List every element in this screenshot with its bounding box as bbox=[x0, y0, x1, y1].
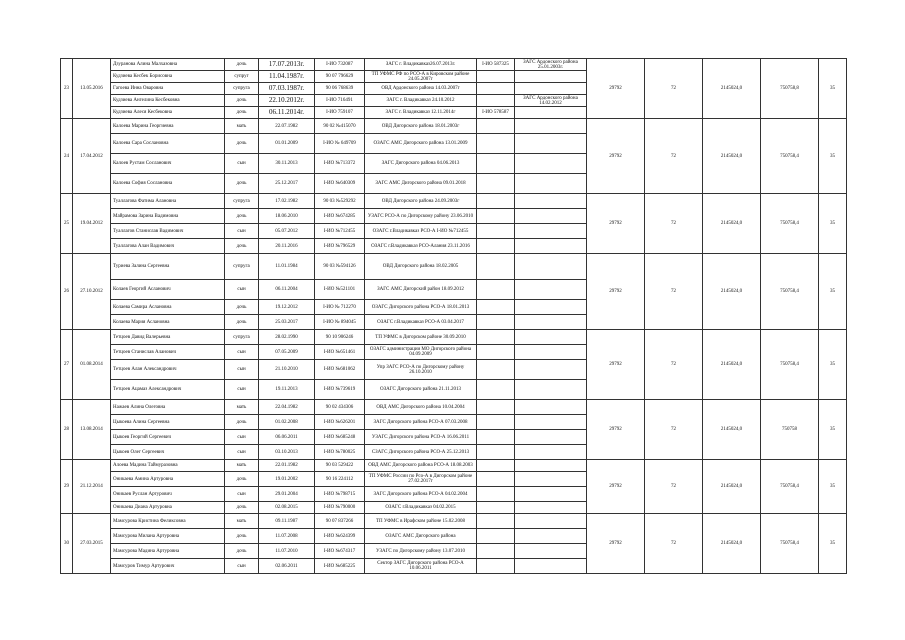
birth-date-cell: 28.02.1990 bbox=[259, 330, 315, 345]
relation-cell: дочь bbox=[225, 502, 259, 514]
extra-issuer-cell bbox=[515, 502, 587, 514]
full-name-cell: Цыкоева Алина Сергеевна bbox=[111, 415, 225, 430]
birth-date-cell: 06.11.2014г. bbox=[259, 107, 315, 119]
total-value-cell: 750758,4 bbox=[761, 194, 819, 254]
norm-value-cell: 72 bbox=[645, 254, 703, 330]
document-number-cell: I-ИО № 712270 bbox=[315, 300, 365, 315]
extra-issuer-cell bbox=[515, 174, 587, 194]
birth-date-cell: 20.11.2016 bbox=[259, 239, 315, 254]
extra-document-cell bbox=[477, 415, 515, 430]
relation-cell: дочь bbox=[225, 239, 259, 254]
extra-issuer-cell bbox=[515, 360, 587, 380]
document-number-cell: I-ИО 759107 bbox=[315, 107, 365, 119]
registration-date-cell: 13.05.2016 bbox=[73, 59, 111, 119]
document-number-cell: 90 07 837266 bbox=[315, 514, 365, 529]
birth-date-cell: 22.10.2012г. bbox=[259, 95, 315, 107]
extra-document-cell bbox=[477, 154, 515, 174]
relation-cell: дочь bbox=[225, 529, 259, 544]
relation-cell: дочь bbox=[225, 134, 259, 154]
registration-date-cell: 21.12.2014 bbox=[73, 460, 111, 514]
extra-issuer-cell bbox=[515, 487, 587, 502]
document-number-cell: I-ИО №685248 bbox=[315, 430, 365, 445]
document-number-cell: I-ИО №790000 bbox=[315, 502, 365, 514]
full-name-cell: Мамсуров Тимур Артурович bbox=[111, 559, 225, 574]
document-number-cell: 90 03 529422 bbox=[315, 460, 365, 472]
full-name-cell: Цыкоев Георгий Сергеевич bbox=[111, 430, 225, 445]
table-row bbox=[61, 330, 847, 345]
relation-cell: дочь bbox=[225, 107, 259, 119]
issued-by-cell: ОЗАГС администрации МО Дигорского района 04.09.2009 bbox=[365, 345, 477, 360]
relation-cell: дочь bbox=[225, 174, 259, 194]
total-value-cell: 750758 bbox=[761, 400, 819, 460]
full-name-cell: Кудзиева Алеся Кесбековна bbox=[111, 107, 225, 119]
norm-value-cell: 72 bbox=[645, 59, 703, 119]
extra-document-cell bbox=[477, 330, 515, 345]
table-row bbox=[61, 400, 847, 415]
issued-by-cell: ОВД Дигорского района 18.02.2005 bbox=[365, 254, 477, 280]
full-name-cell: Калоева Марина Георгиевна bbox=[111, 119, 225, 134]
birth-date-cell: 22.01.1982 bbox=[259, 460, 315, 472]
document-number-cell: 90 02 434306 bbox=[315, 400, 365, 415]
birth-date-cell: 11.01.1984 bbox=[259, 254, 315, 280]
issued-by-cell: ТП УФМС России по Рсо-А в Дигорском районе 27.02.2017г bbox=[365, 472, 477, 487]
extra-document-cell bbox=[477, 487, 515, 502]
issued-by-cell: ОЗАГС АМС Дигорского района bbox=[365, 529, 477, 544]
issued-by-cell: ОВД Дигорского района 24.09.2003г bbox=[365, 194, 477, 209]
registration-date-cell: 27.03.2015 bbox=[73, 514, 111, 574]
area-value-cell: 29792 bbox=[587, 59, 645, 119]
relation-cell: сын bbox=[225, 280, 259, 300]
area-value-cell: 29792 bbox=[587, 194, 645, 254]
relation-cell: дочь bbox=[225, 472, 259, 487]
total-value-cell: 750758,4 bbox=[761, 330, 819, 400]
document-number-cell: I-ИО №521101 bbox=[315, 280, 365, 300]
norm-value-cell: 72 bbox=[645, 460, 703, 514]
issued-by-cell: ЗАГС Дигорского района РСО-А 07.03.2008 bbox=[365, 415, 477, 430]
extra-document-cell bbox=[477, 119, 515, 134]
extra-document-cell bbox=[477, 71, 515, 83]
sum-value-cell: 2145024,0 bbox=[703, 194, 761, 254]
birth-date-cell: 03.10.2013 bbox=[259, 445, 315, 460]
issued-by-cell: ТП УФМС в Ирафском районе 15.02.2008 bbox=[365, 514, 477, 529]
count-value-cell: 35 bbox=[819, 194, 847, 254]
extra-document-cell bbox=[477, 380, 515, 400]
row-number-cell: 28 bbox=[61, 400, 73, 460]
extra-issuer-cell bbox=[515, 330, 587, 345]
full-name-cell: Гагоева Инна Оваровна bbox=[111, 83, 225, 95]
relation-cell: мать bbox=[225, 514, 259, 529]
issued-by-cell: УЗАГС по Дигорскому району 13.07.2010 bbox=[365, 544, 477, 559]
extra-issuer-cell bbox=[515, 254, 587, 280]
extra-document-cell bbox=[477, 280, 515, 300]
total-value-cell: 750758,8 bbox=[761, 59, 819, 119]
birth-date-cell: 11.07.2008 bbox=[259, 529, 315, 544]
full-name-cell: Колаева Мария Аслановна bbox=[111, 315, 225, 330]
relation-cell: супруга bbox=[225, 83, 259, 95]
extra-issuer-cell bbox=[515, 194, 587, 209]
relation-cell: супруга bbox=[225, 254, 259, 280]
relation-cell: дочь bbox=[225, 59, 259, 71]
full-name-cell: Калоев Рустам Сосланович bbox=[111, 154, 225, 174]
relation-cell: сын bbox=[225, 154, 259, 174]
extra-issuer-cell bbox=[515, 460, 587, 472]
issued-by-cell: ОЗАГС г.Владикавказ 04.02.2015 bbox=[365, 502, 477, 514]
issued-by-cell: ОЗАГС г.Владикавказ РСО-Алания 23.11.2016 bbox=[365, 239, 477, 254]
full-name-cell: Мамсурова Мадина Артуровна bbox=[111, 544, 225, 559]
count-value-cell: 35 bbox=[819, 400, 847, 460]
extra-issuer-cell bbox=[515, 209, 587, 224]
birth-date-cell: 19.12.2012 bbox=[259, 300, 315, 315]
extra-issuer-cell bbox=[515, 529, 587, 544]
issued-by-cell: Упр ЗАГС РСО-А по Дигорскому району 26.10.2010 bbox=[365, 360, 477, 380]
extra-issuer-cell bbox=[515, 380, 587, 400]
row-number-cell: 24 bbox=[61, 119, 73, 194]
extra-document-cell bbox=[477, 174, 515, 194]
full-name-cell: Мамсурова Кристина Феликсовна bbox=[111, 514, 225, 529]
issued-by-cell: ОВД АМС Дигорского района 10.04.2004 bbox=[365, 400, 477, 415]
issued-by-cell: ТП УФМС РФ по РСО-А в Кировском районе 24.05.2007г bbox=[365, 71, 477, 83]
row-number-cell: 26 bbox=[61, 254, 73, 330]
full-name-cell: Мамсурова Милана Артуровна bbox=[111, 529, 225, 544]
birth-date-cell: 01.02.2008 bbox=[259, 415, 315, 430]
birth-date-cell: 06.11.2004 bbox=[259, 280, 315, 300]
sum-value-cell: 2145024,0 bbox=[703, 119, 761, 194]
birth-date-cell: 17.02.1982 bbox=[259, 194, 315, 209]
registration-date-cell: 01.08.2014 bbox=[73, 330, 111, 400]
issued-by-cell: ЗАГС АМС Дигорский район 18.09.2012 bbox=[365, 280, 477, 300]
extra-document-cell bbox=[477, 95, 515, 107]
extra-document-cell: I-ИО 578587 bbox=[477, 107, 515, 119]
total-value-cell: 750758,4 bbox=[761, 254, 819, 330]
document-number-cell: I-ИО №681062 bbox=[315, 360, 365, 380]
count-value-cell: 35 bbox=[819, 514, 847, 574]
full-name-cell: Кудзиева Ангелина Кесбековна bbox=[111, 95, 225, 107]
document-number-cell: 90 07 796629 bbox=[315, 71, 365, 83]
document-number-cell: I-ИО № 649709 bbox=[315, 134, 365, 154]
issued-by-cell: УЗАГС Дигорского района РСО-А 16.06.2011 bbox=[365, 430, 477, 445]
extra-document-cell bbox=[477, 315, 515, 330]
extra-issuer-cell bbox=[515, 430, 587, 445]
document-number-cell: 90 02 №415070 bbox=[315, 119, 365, 134]
count-value-cell: 35 bbox=[819, 119, 847, 194]
document-number-cell: I-ИО №674317 bbox=[315, 544, 365, 559]
extra-document-cell bbox=[477, 460, 515, 472]
table-row bbox=[61, 460, 847, 472]
full-name-cell: Тетцоев Алан Александрович bbox=[111, 360, 225, 380]
full-name-cell: Туаллагова Фатима Алановна bbox=[111, 194, 225, 209]
full-name-cell: Кудзиева Кесбек Борисовна bbox=[111, 71, 225, 83]
relation-cell: дочь bbox=[225, 315, 259, 330]
document-number-cell: 90 06 768639 bbox=[315, 83, 365, 95]
full-name-cell: Нажаев Алина Олеговна bbox=[111, 400, 225, 415]
birth-date-cell: 25.03.2017 bbox=[259, 315, 315, 330]
document-number-cell: I-ИО №626201 bbox=[315, 415, 365, 430]
issued-by-cell: ТП УФМС в Дигорском районе 30.09.2010 bbox=[365, 330, 477, 345]
relation-cell: дочь bbox=[225, 95, 259, 107]
full-name-cell: Колаева Самира Аслановна bbox=[111, 300, 225, 315]
sum-value-cell: 2145024,0 bbox=[703, 330, 761, 400]
area-value-cell: 29792 bbox=[587, 119, 645, 194]
row-number-cell: 29 bbox=[61, 460, 73, 514]
extra-issuer-cell bbox=[515, 71, 587, 83]
extra-issuer-cell bbox=[515, 224, 587, 239]
family-register-table bbox=[60, 58, 847, 574]
relation-cell: сын bbox=[225, 445, 259, 460]
extra-issuer-cell bbox=[515, 345, 587, 360]
relation-cell: мать bbox=[225, 400, 259, 415]
full-name-cell: Калоева София Сослановна bbox=[111, 174, 225, 194]
document-number-cell: I-ИО №624399 bbox=[315, 529, 365, 544]
birth-date-cell: 09.11.1987 bbox=[259, 514, 315, 529]
document-number-cell: I-ИО №713372 bbox=[315, 154, 365, 174]
area-value-cell: 29792 bbox=[587, 460, 645, 514]
extra-issuer-cell bbox=[515, 280, 587, 300]
document-number-cell: I-ИО №640309 bbox=[315, 174, 365, 194]
issued-by-cell: ОВД Ардонского района 14.03.2007г bbox=[365, 83, 477, 95]
row-number-cell: 25 bbox=[61, 194, 73, 254]
area-value-cell: 29792 bbox=[587, 514, 645, 574]
full-name-cell: Майрамова Зарина Вадимовна bbox=[111, 209, 225, 224]
norm-value-cell: 72 bbox=[645, 119, 703, 194]
relation-cell: мать bbox=[225, 119, 259, 134]
norm-value-cell: 72 bbox=[645, 194, 703, 254]
document-number-cell: I-ИО 732087 bbox=[315, 59, 365, 71]
document-number-cell: I-ИО №712455 bbox=[315, 224, 365, 239]
issued-by-cell: ЗАГС г. Владикавказ 24.10.2012 bbox=[365, 95, 477, 107]
extra-issuer-cell bbox=[515, 239, 587, 254]
birth-date-cell: 22.04.1982 bbox=[259, 400, 315, 415]
issued-by-cell: ОЗАГС АМС Дигорского района 13.01.2009 bbox=[365, 134, 477, 154]
area-value-cell: 29792 bbox=[587, 254, 645, 330]
relation-cell: дочь bbox=[225, 300, 259, 315]
document-number-cell: I-ИО №674285 bbox=[315, 209, 365, 224]
issued-by-cell: ОЗАГС Дигорского района РСО-А 18.01.2013 bbox=[365, 300, 477, 315]
birth-date-cell: 17.07.2013г. bbox=[259, 59, 315, 71]
document-number-cell: 90 03 №594126 bbox=[315, 254, 365, 280]
full-name-cell: Тетцоев Давид Валерьевна bbox=[111, 330, 225, 345]
table-row bbox=[61, 514, 847, 529]
document-number-cell: I-ИО №651461 bbox=[315, 345, 365, 360]
relation-cell: сын bbox=[225, 559, 259, 574]
birth-date-cell: 21.10.2010 bbox=[259, 360, 315, 380]
table-row bbox=[61, 194, 847, 209]
birth-date-cell: 07.05.2009 bbox=[259, 345, 315, 360]
full-name-cell: Алоева Мадина Таймуразовна bbox=[111, 460, 225, 472]
registration-date-cell: 17.04.2012 bbox=[73, 119, 111, 194]
extra-document-cell bbox=[477, 400, 515, 415]
table-row bbox=[61, 254, 847, 280]
document-number-cell: I-ИО № 894045 bbox=[315, 315, 365, 330]
extra-document-cell bbox=[477, 430, 515, 445]
extra-issuer-cell bbox=[515, 514, 587, 529]
relation-cell: супруг bbox=[225, 71, 259, 83]
extra-document-cell bbox=[477, 502, 515, 514]
issued-by-cell: ОВД АМС Дигорского района РСО-А 18.08.2003 bbox=[365, 460, 477, 472]
registration-date-cell: 27.10.2012 bbox=[73, 254, 111, 330]
issued-by-cell: ЗАГС г. Владикавказ 12.11.2014г bbox=[365, 107, 477, 119]
birth-date-cell: 11.07.2010 bbox=[259, 544, 315, 559]
issued-by-cell: ЗАГС г. Владикавказ26.07.2013г. bbox=[365, 59, 477, 71]
total-value-cell: 750758,4 bbox=[761, 460, 819, 514]
document-number-cell: 90 10 906246 bbox=[315, 330, 365, 345]
extra-issuer-cell: ЗАГС Ардонского района 25.01.2003г. bbox=[515, 59, 587, 71]
extra-document-cell bbox=[477, 360, 515, 380]
full-name-cell: Туриева Залина Сергеевна bbox=[111, 254, 225, 280]
issued-by-cell: Сектор ЗАГС Дигорского района РСО-А 10.06.2011 bbox=[365, 559, 477, 574]
area-value-cell: 29792 bbox=[587, 400, 645, 460]
count-value-cell: 35 bbox=[819, 460, 847, 514]
extra-document-cell bbox=[477, 445, 515, 460]
birth-date-cell: 30.11.2013 bbox=[259, 154, 315, 174]
extra-issuer-cell bbox=[515, 472, 587, 487]
relation-cell: сын bbox=[225, 224, 259, 239]
relation-cell: супруга bbox=[225, 330, 259, 345]
full-name-cell: Туаллагов Станислав Вадимович bbox=[111, 224, 225, 239]
extra-issuer-cell bbox=[515, 83, 587, 95]
full-name-cell: Оникаев Руслан Артурович bbox=[111, 487, 225, 502]
table-row bbox=[61, 59, 847, 71]
document-number-cell: I-ИО №798715 bbox=[315, 487, 365, 502]
extra-document-cell bbox=[477, 559, 515, 574]
issued-by-cell: ЗАГС Дигорского района РСО-А 04.02.2004 bbox=[365, 487, 477, 502]
issued-by-cell: УЗАГС РСО-А по Дигорскому району 23.06.2010 bbox=[365, 209, 477, 224]
issued-by-cell: ОЗАГС г.Владикавказ РСО-А I-ИО №712455 bbox=[365, 224, 477, 239]
relation-cell: супруга bbox=[225, 194, 259, 209]
relation-cell: сын bbox=[225, 380, 259, 400]
extra-issuer-cell: ЗАГС Ардонского района 14.02.2012 bbox=[515, 95, 587, 107]
extra-document-cell bbox=[477, 300, 515, 315]
extra-document-cell bbox=[477, 254, 515, 280]
full-name-cell: Цыкоев Олег Сергеевич bbox=[111, 445, 225, 460]
relation-cell: сын bbox=[225, 360, 259, 380]
extra-issuer-cell bbox=[515, 154, 587, 174]
extra-issuer-cell bbox=[515, 400, 587, 415]
extra-document-cell bbox=[477, 514, 515, 529]
row-number-cell: 23 bbox=[61, 59, 73, 119]
issued-by-cell: ОЗАГС Дигорского района 21.11.2013 bbox=[365, 380, 477, 400]
birth-date-cell: 05.07.2012 bbox=[259, 224, 315, 239]
table-row bbox=[61, 119, 847, 134]
document-number-cell: I-ИО №796529 bbox=[315, 239, 365, 254]
extra-issuer-cell bbox=[515, 315, 587, 330]
extra-document-cell bbox=[477, 529, 515, 544]
relation-cell: мать bbox=[225, 460, 259, 472]
relation-cell: дочь bbox=[225, 415, 259, 430]
birth-date-cell: 29.01.2004 bbox=[259, 487, 315, 502]
norm-value-cell: 72 bbox=[645, 514, 703, 574]
birth-date-cell: 02.08.2015 bbox=[259, 502, 315, 514]
sum-value-cell: 2145024,0 bbox=[703, 400, 761, 460]
document-number-cell: I-ИО 716491 bbox=[315, 95, 365, 107]
extra-document-cell bbox=[477, 83, 515, 95]
birth-date-cell: 02.06.2011 bbox=[259, 559, 315, 574]
full-name-cell: Оникаева Диана Артуровна bbox=[111, 502, 225, 514]
issued-by-cell: СЗАГС Дигорского района РСО-А 25.12.2013 bbox=[365, 445, 477, 460]
extra-issuer-cell bbox=[515, 300, 587, 315]
extra-issuer-cell bbox=[515, 544, 587, 559]
issued-by-cell: ЗАГС Дигорского района 04.06.2013 bbox=[365, 154, 477, 174]
extra-issuer-cell bbox=[515, 107, 587, 119]
full-name-cell: Тетцоев Станислав Аланович bbox=[111, 345, 225, 360]
issued-by-cell: ОЗАГС г.Владикавказ РСО-А 03.04.2017 bbox=[365, 315, 477, 330]
birth-date-cell: 19.01.2002 bbox=[259, 472, 315, 487]
total-value-cell: 750758,4 bbox=[761, 514, 819, 574]
registration-date-cell: 13.08.2014 bbox=[73, 400, 111, 460]
birth-date-cell: 06.06.2011 bbox=[259, 430, 315, 445]
extra-document-cell bbox=[477, 224, 515, 239]
document-number-cell: I-ИО №780025 bbox=[315, 445, 365, 460]
birth-date-cell: 01.01.2009 bbox=[259, 134, 315, 154]
birth-date-cell: 22.07.1982 bbox=[259, 119, 315, 134]
sum-value-cell: 2145024,0 bbox=[703, 254, 761, 330]
total-value-cell: 750758,4 bbox=[761, 119, 819, 194]
birth-date-cell: 11.04.1987г. bbox=[259, 71, 315, 83]
norm-value-cell: 72 bbox=[645, 330, 703, 400]
extra-document-cell bbox=[477, 345, 515, 360]
document-number-cell: I-ИО №739619 bbox=[315, 380, 365, 400]
row-number-cell: 30 bbox=[61, 514, 73, 574]
sum-value-cell: 2145024,0 bbox=[703, 59, 761, 119]
relation-cell: дочь bbox=[225, 544, 259, 559]
full-name-cell: Колаев Георгий Асланович bbox=[111, 280, 225, 300]
full-name-cell: Оникаева Амина Артуровна bbox=[111, 472, 225, 487]
extra-document-cell bbox=[477, 472, 515, 487]
norm-value-cell: 72 bbox=[645, 400, 703, 460]
registration-date-cell: 19.04.2012 bbox=[73, 194, 111, 254]
count-value-cell: 35 bbox=[819, 254, 847, 330]
document-sheet bbox=[60, 58, 846, 574]
issued-by-cell: ОВД Дигорского района 18.01.2003г bbox=[365, 119, 477, 134]
birth-date-cell: 07.03.1987г. bbox=[259, 83, 315, 95]
full-name-cell: Дзуранова Алина Малхазовна bbox=[111, 59, 225, 71]
extra-issuer-cell bbox=[515, 559, 587, 574]
extra-issuer-cell bbox=[515, 415, 587, 430]
extra-document-cell bbox=[477, 194, 515, 209]
extra-issuer-cell bbox=[515, 119, 587, 134]
extra-document-cell: I-ИО 587325 bbox=[477, 59, 515, 71]
extra-document-cell bbox=[477, 134, 515, 154]
birth-date-cell: 25.12.2017 bbox=[259, 174, 315, 194]
extra-document-cell bbox=[477, 239, 515, 254]
issued-by-cell: ЗАГС АМС Дигорского района 09.01.2018 bbox=[365, 174, 477, 194]
relation-cell: сын bbox=[225, 487, 259, 502]
relation-cell: сын bbox=[225, 430, 259, 445]
birth-date-cell: 18.06.2010 bbox=[259, 209, 315, 224]
full-name-cell: Тетцоев Ацамаз Александрович bbox=[111, 380, 225, 400]
extra-issuer-cell bbox=[515, 445, 587, 460]
relation-cell: дочь bbox=[225, 209, 259, 224]
document-number-cell: I-ИО №685225 bbox=[315, 559, 365, 574]
area-value-cell: 29792 bbox=[587, 330, 645, 400]
extra-document-cell bbox=[477, 544, 515, 559]
extra-issuer-cell bbox=[515, 134, 587, 154]
count-value-cell: 35 bbox=[819, 330, 847, 400]
document-number-cell: 90 03 №529292 bbox=[315, 194, 365, 209]
full-name-cell: Калоева Сара Сослановна bbox=[111, 134, 225, 154]
row-number-cell: 27 bbox=[61, 330, 73, 400]
relation-cell: сын bbox=[225, 345, 259, 360]
sum-value-cell: 2145024,0 bbox=[703, 460, 761, 514]
document-number-cell: 90 16 224112 bbox=[315, 472, 365, 487]
birth-date-cell: 19.11.2013 bbox=[259, 380, 315, 400]
full-name-cell: Туаллагова Алан Вадимович bbox=[111, 239, 225, 254]
sum-value-cell: 2145024,0 bbox=[703, 514, 761, 574]
extra-document-cell bbox=[477, 209, 515, 224]
count-value-cell: 35 bbox=[819, 59, 847, 119]
